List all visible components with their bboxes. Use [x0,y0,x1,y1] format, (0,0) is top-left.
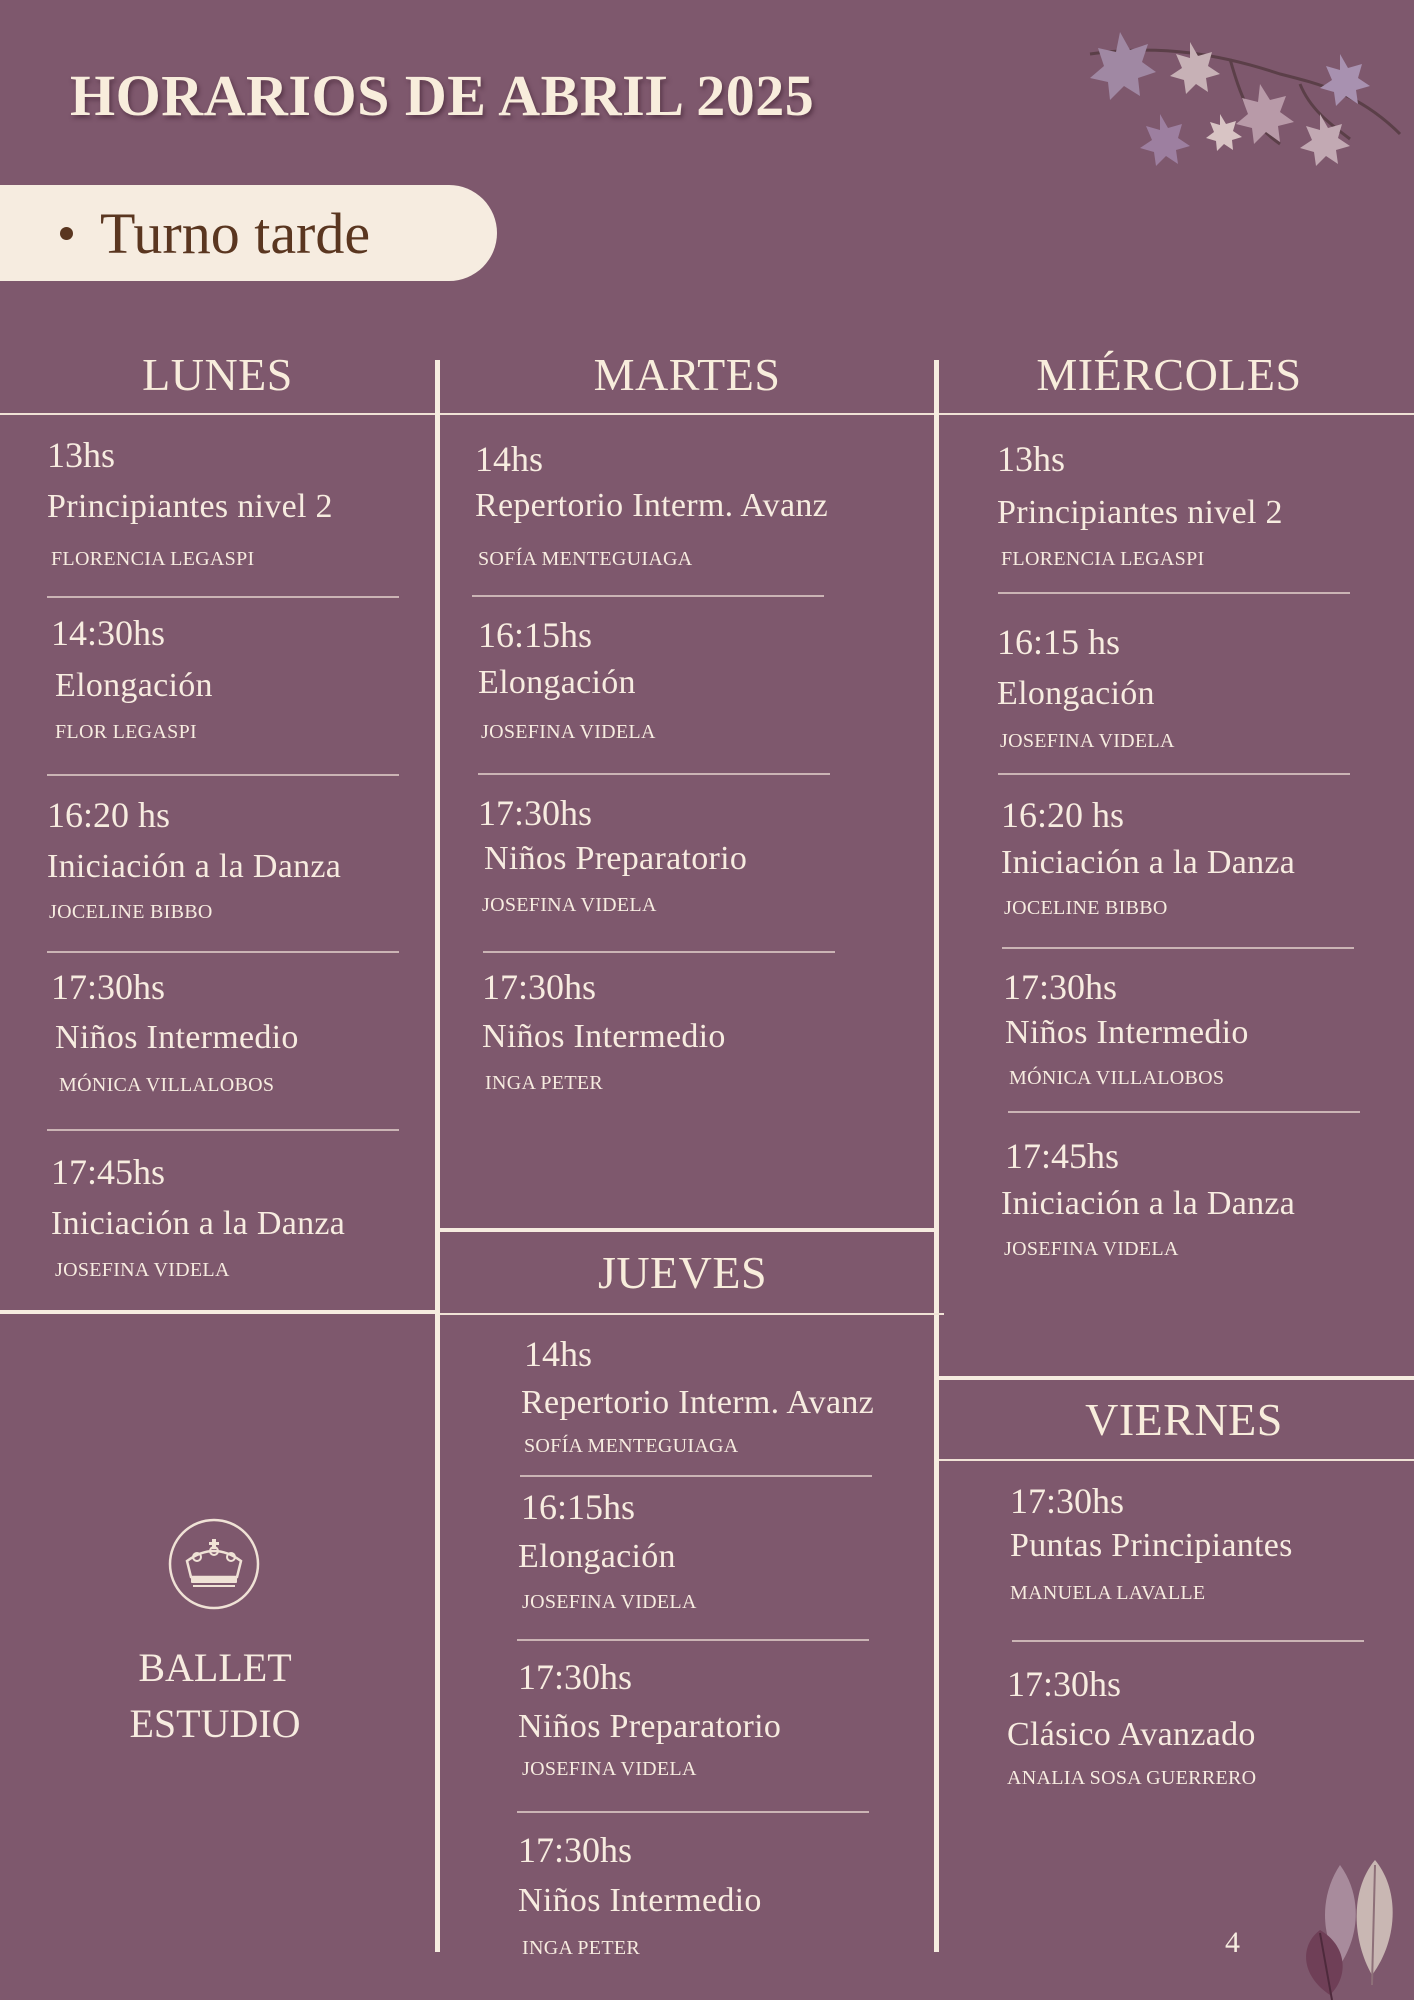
class-separator [998,592,1350,594]
class-name: Elongación [55,667,213,704]
class-name: Niños Intermedio [518,1882,762,1919]
class-time: 17:45hs [1005,1136,1120,1176]
jueves-top-rule [440,1228,936,1232]
class-name: Niños Preparatorio [518,1708,782,1745]
class-time: 13hs [47,435,116,475]
header-underline [0,413,1414,415]
class-name: Niños Intermedio [482,1018,726,1055]
column-divider-1 [435,360,440,1952]
day-header-miercoles: MIÉRCOLES [1036,349,1302,400]
class-time: 16:20 hs [47,795,171,835]
viernes-underline [939,1459,1414,1461]
class-teacher: JOCELINE BIBBO [49,901,213,923]
class-separator [1012,1640,1364,1642]
class-name: Elongación [997,675,1155,712]
page-title: HORARIOS DE ABRIL 2025 [70,63,815,128]
class-name: Principiantes nivel 2 [47,488,333,525]
class-teacher: JOSEFINA VIDELA [55,1259,230,1281]
class-separator [47,951,399,953]
class-name: Principiantes nivel 2 [997,494,1283,531]
class-time: 14hs [524,1334,593,1374]
class-separator [998,773,1350,775]
class-separator [483,951,835,953]
class-name: Iniciación a la Danza [1001,1185,1296,1222]
class-separator [472,595,824,597]
class-time: 13hs [997,439,1066,479]
class-name: Iniciación a la Danza [51,1205,346,1242]
class-name: Niños Preparatorio [484,840,748,877]
class-teacher: JOSEFINA VIDELA [1000,730,1175,752]
class-separator [478,773,830,775]
class-name: Elongación [478,664,636,701]
class-time: 17:30hs [482,967,597,1007]
class-teacher: FLOR LEGASPI [55,721,197,743]
shift-label [0,185,497,281]
class-teacher: ANALIA SOSA GUERRERO [1007,1767,1257,1789]
class-teacher: INGA PETER [522,1937,640,1959]
class-time: 16:15hs [521,1487,636,1527]
class-name: Repertorio Interm. Avanz [521,1384,875,1421]
class-time: 17:30hs [518,1657,633,1697]
crown-logo-icon [167,1517,261,1611]
class-separator [520,1475,872,1477]
day-header-lunes: LUNES [142,349,293,400]
shift-label-text: Turno tarde [100,200,371,266]
class-time: 17:30hs [1007,1664,1122,1704]
class-separator [517,1811,869,1813]
class-separator [47,774,399,776]
class-teacher: JOSEFINA VIDELA [522,1591,697,1613]
day-header-jueves: JUEVES [597,1247,768,1298]
class-separator [47,596,399,598]
class-time: 16:15 hs [997,622,1121,662]
day-header-viernes: VIERNES [1085,1394,1283,1445]
class-time: 17:30hs [1003,967,1118,1007]
class-time: 17:30hs [1010,1481,1125,1521]
class-separator [1002,947,1354,949]
class-name: Repertorio Interm. Avanz [475,487,829,524]
class-teacher: SOFÍA MENTEGUIAGA [524,1435,739,1457]
class-separator [1008,1111,1360,1113]
class-name: Clásico Avanzado [1007,1716,1256,1753]
class-teacher: JOSEFINA VIDELA [1004,1238,1179,1260]
class-teacher: MÓNICA VILLALOBOS [59,1074,275,1096]
class-teacher: JOSEFINA VIDELA [522,1758,697,1780]
class-teacher: JOCELINE BIBBO [1004,897,1168,919]
jueves-underline [440,1313,944,1315]
class-separator [47,1129,399,1131]
bullet-icon [60,227,73,240]
viernes-top-rule [939,1376,1414,1380]
class-name: Elongación [518,1538,676,1575]
class-teacher: SOFÍA MENTEGUIAGA [478,548,693,570]
class-time: 17:30hs [478,793,593,833]
class-name: Niños Intermedio [55,1019,299,1056]
class-teacher: FLORENCIA LEGASPI [1001,548,1205,570]
brand-line-2: ESTUDIO [129,1701,301,1746]
class-teacher: INGA PETER [485,1072,603,1094]
brand-name [80,1640,350,1752]
page-number: 4 [1225,1926,1240,1959]
class-teacher: MANUELA LAVALLE [1010,1582,1206,1604]
class-name: Puntas Principiantes [1010,1527,1293,1564]
class-name: Iniciación a la Danza [47,848,342,885]
lunes-bottom-rule [0,1310,437,1314]
class-time: 14:30hs [51,613,166,653]
class-time: 17:30hs [51,967,166,1007]
class-teacher: JOSEFINA VIDELA [481,721,656,743]
column-divider-2 [934,360,939,1952]
class-separator [517,1639,869,1641]
maple-leaves-decoration [1080,14,1410,184]
class-time: 14hs [475,439,544,479]
class-teacher: JOSEFINA VIDELA [482,894,657,916]
class-name: Niños Intermedio [1005,1014,1249,1051]
class-time: 17:30hs [518,1830,633,1870]
leaves-decoration [1280,1835,1414,2000]
class-teacher: MÓNICA VILLALOBOS [1009,1067,1225,1089]
class-time: 16:15hs [478,615,593,655]
class-teacher: FLORENCIA LEGASPI [51,548,255,570]
class-name: Iniciación a la Danza [1001,844,1296,881]
class-time: 17:45hs [51,1152,166,1192]
class-time: 16:20 hs [1001,795,1125,835]
brand-line-1: BALLET [138,1645,292,1690]
day-header-martes: MARTES [593,349,781,400]
